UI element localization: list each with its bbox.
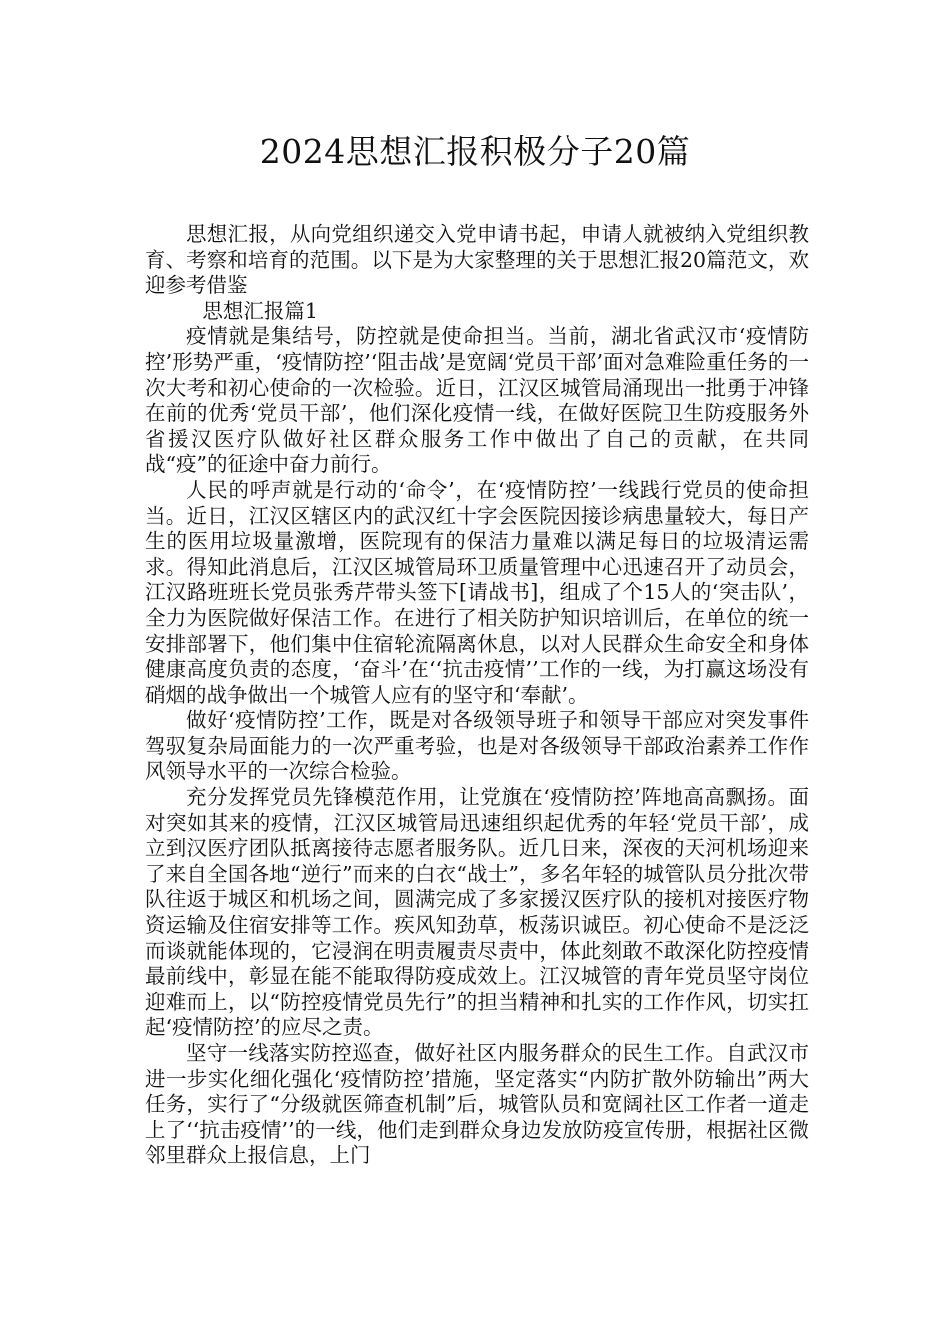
intro-paragraph: 思想汇报，从向党组织递交入党申请书起，申请人就被纳入党组织教育、考察和培育的范围。以下是为大家整理的关于思想汇报20篇范文，欢迎参考借鉴 (145, 222, 809, 298)
body-paragraph: 坚守一线落实防控巡查，做好社区内服务群众的民生工作。自武汉市进一步实化细化强化‘疫情防控’措施，坚定落实“内防扩散外防输出”两大任务，实行了“分级就医筛查机制”后，城管队员和宽阔社区工作者一道走上了‘‘抗击疫情’’的一线，他们走到群众身边发放防疫宣传册，根据社区微邻里群众上报信息，上门 (145, 1041, 809, 1168)
body-paragraph: 人民的呼声就是行动的‘命令’，在‘疫情防控’一线践行党员的使命担当。近日，江汉区辖区内的武汉红十字会医院因接诊病患量较大，每日产生的医用垃圾量激增，医院现有的保洁力量难以满足每日的垃圾清运需求。得知此消息后，江汉区城管局环卫质量管理中心迅速召开了动员会，江汉路班班长党员张秀芹带头签下[请战书]，组成了个15人的‘突击队’，全力为医院做好保洁工作。在进行了相关防护知识培训后，在单位的统一安排部署下，他们集中住宿轮流隔离休息，以对人民群众生命安全和身体健康高度负责的态度，‘奋斗’在‘‘抗击疫情’’工作的一线，为打赢这场没有硝烟的战争做出一个城管人应有的坚守和‘奉献’。 (145, 477, 809, 707)
body-paragraph: 疫情就是集结号，防控就是使命担当。当前，湖北省武汉市‘疫情防控’形势严重，‘疫情防控’‘阻击战’是宽阔‘党员干部’面对急难险重任务的一次大考和初心使命的一次检验。近日，江汉区城管局涌现出一批勇于冲锋在前的优秀‘党员干部’，他们深化疫情一线，在做好医院卫生防疫服务外省援汉医疗队做好社区群众服务工作中做出了自己的贡献，在共同战“疫”的征途中奋力前行。 (145, 324, 809, 477)
body-paragraph: 充分发挥党员先锋模范作用，让党旗在‘疫情防控’阵地高高飘扬。面对突如其来的疫情，江汉区城管局迅速组织起优秀的年轻‘党员干部’，成立到汉医疗团队抵离接待志愿者服务队。近几日来，深夜的天河机场迎来了来自全国各地“逆行”而来的白衣“战士”，多名年轻的城管队员分批次带队往返于城区和机场之间，圆满完成了多家援汉医疗队的接机对接医疗物资运输及住宿安排等工作。疾风知劲草，板荡识诚臣。初心使命不是泛泛而谈就能体现的，它浸润在明责履责尽责中，体此刻敢不敢深化防控疫情最前线中，彰显在能不能取得防疫成效上。江汉城管的青年党员坚守岗位迎难而上，以“防控疫情党员先行”的担当精神和扎实的工作作风，切实扛起‘疫情防控’的应尽之责。 (145, 785, 809, 1040)
section-heading: 思想汇报篇1 (202, 298, 318, 323)
document-body (145, 222, 809, 1169)
body-paragraph: 做好‘疫情防控’工作，既是对各级领导班子和领导干部应对突发事件驾驭复杂局面能力的一次严重考验，也是对各级领导干部政治素养工作作风领导水平的一次综合检验。 (145, 708, 809, 784)
document-title: 2024思想汇报积极分子20篇 (259, 132, 691, 171)
